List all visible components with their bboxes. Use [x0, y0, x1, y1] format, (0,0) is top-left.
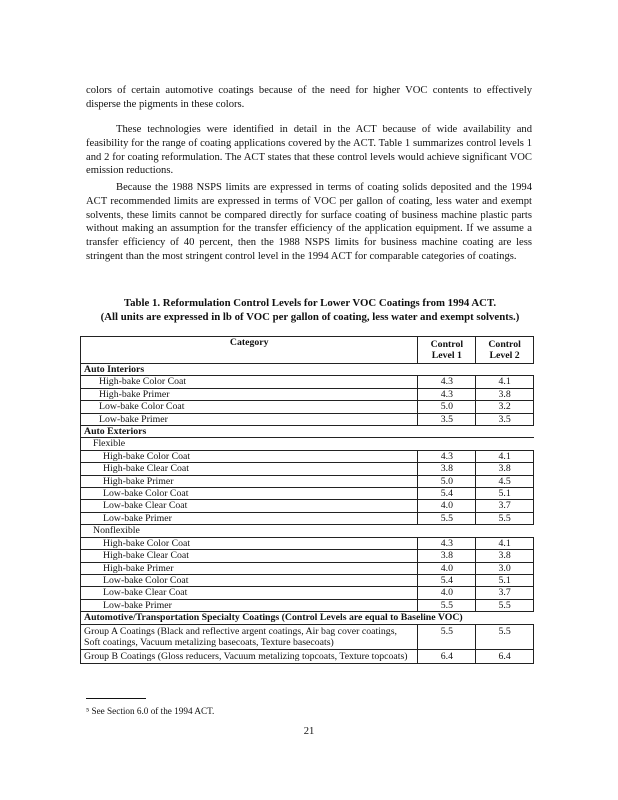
row-control-level-2: 4.5 — [476, 475, 534, 487]
row-control-level-2: 3.2 — [476, 401, 534, 413]
table-row — [81, 624, 534, 649]
row-control-level-1: 3.8 — [418, 550, 476, 562]
table-row — [81, 364, 534, 376]
row-category: High-bake Clear Coat — [81, 550, 418, 562]
row-category: High-bake Color Coat — [81, 450, 418, 462]
row-control-level-1: 5.0 — [418, 401, 476, 413]
row-control-level-2: 3.8 — [476, 550, 534, 562]
row-control-level-2: 3.8 — [476, 388, 534, 400]
table-row — [81, 612, 534, 624]
table-row — [81, 388, 534, 400]
table-row — [81, 562, 534, 574]
row-control-level-1: 5.5 — [418, 512, 476, 524]
header-control-level-2: Control Level 2 — [476, 337, 534, 364]
table-body — [81, 364, 534, 664]
row-category: Nonflexible — [81, 525, 418, 537]
table-row — [81, 401, 534, 413]
row-category: High-bake Primer — [81, 562, 418, 574]
row-category: Automotive/Transportation Specialty Coatings (Control Levels are equal to Baseline VOC) — [81, 612, 534, 624]
table-row — [81, 599, 534, 611]
row-control-level-2: 5.5 — [476, 599, 534, 611]
row-control-level-1: 4.3 — [418, 376, 476, 388]
row-category: Low-bake Clear Coat — [81, 500, 418, 512]
row-control-level-1: 4.3 — [418, 450, 476, 462]
table-row — [81, 475, 534, 487]
table-row — [81, 649, 534, 663]
row-control-level-1: 4.0 — [418, 562, 476, 574]
header-control-level-1: Control Level 1 — [418, 337, 476, 364]
paragraph-2: These technologies were identified in detail in the ACT because of wide availability and feasibility for the range of coating applications covered by the ACT. Table 1 summarizes control levels 1 and 2 for coating reformulation. The ACT states that these control levels would achieve significant VOC emission reductions. — [86, 124, 532, 177]
reformulation-control-table — [80, 336, 534, 664]
row-category: High-bake Color Coat — [81, 537, 418, 549]
row-control-level-1: 6.4 — [418, 649, 476, 663]
page-number: 21 — [303, 726, 315, 737]
row-category: Flexible — [81, 438, 418, 450]
row-control-level-2: 5.5 — [476, 624, 534, 649]
table-row — [81, 500, 534, 512]
row-control-level-1: 4.3 — [418, 537, 476, 549]
row-control-level-2: 4.1 — [476, 450, 534, 462]
row-control-level-2 — [476, 426, 534, 438]
row-category: Auto Exteriors — [81, 426, 418, 438]
table-row — [81, 426, 534, 438]
row-category: Low-bake Primer — [81, 599, 418, 611]
row-category: High-bake Primer — [81, 388, 418, 400]
row-control-level-1: 5.5 — [418, 599, 476, 611]
row-control-level-1 — [418, 426, 476, 438]
table-row — [81, 438, 534, 450]
row-control-level-2 — [476, 525, 534, 537]
row-control-level-2: 6.4 — [476, 649, 534, 663]
row-category: High-bake Primer — [81, 475, 418, 487]
row-control-level-2 — [476, 364, 534, 376]
table-caption — [70, 296, 550, 324]
row-category: Low-bake Clear Coat — [81, 587, 418, 599]
footnote: ⁵ See Section 6.0 of the 1994 ACT. — [86, 706, 215, 716]
row-control-level-1: 5.4 — [418, 574, 476, 586]
row-control-level-2: 3.0 — [476, 562, 534, 574]
row-control-level-2 — [476, 438, 534, 450]
row-control-level-1 — [418, 364, 476, 376]
row-category: Group A Coatings (Black and reflective argent coatings, Air bag cover coatings, Soft coatings, Vacuum metalizing basecoats, Texture basecoats) — [81, 624, 418, 649]
row-control-level-1: 3.8 — [418, 463, 476, 475]
row-control-level-1: 4.0 — [418, 587, 476, 599]
row-category: Group B Coatings (Gloss reducers, Vacuum metalizing topcoats, Texture topcoats) — [81, 649, 418, 663]
row-control-level-2: 5.1 — [476, 574, 534, 586]
row-control-level-2: 3.7 — [476, 500, 534, 512]
row-category: Low-bake Primer — [81, 413, 418, 425]
row-category: Low-bake Primer — [81, 512, 418, 524]
row-control-level-1: 5.0 — [418, 475, 476, 487]
row-control-level-2: 3.7 — [476, 587, 534, 599]
table-caption-title: Table 1. Reformulation Control Levels for Lower VOC Coatings from 1994 ACT. — [123, 297, 497, 309]
paragraph-3: Because the 1988 NSPS limits are expressed in terms of coating solids deposited and the 1994 ACT recommended limits are expressed in terms of VOC per gallon of coating, less water and exempt solvents, these limits cannot be compared directly for surface coating of business machine plastic parts without making an assumption for the transfer efficiency of the application equipment. If we assume a transfer efficiency of 40 percent, then the 1988 NSPS limits for business machine coating are less stringent than the most stringent control level in the 1994 ACT for comparable categories of coatings. — [86, 182, 532, 262]
row-category: High-bake Clear Coat — [81, 463, 418, 475]
table-row — [81, 463, 534, 475]
row-control-level-2: 4.1 — [476, 376, 534, 388]
row-control-level-1: 5.4 — [418, 488, 476, 500]
table-row — [81, 488, 534, 500]
table-row — [81, 376, 534, 388]
row-category: High-bake Color Coat — [81, 376, 418, 388]
row-control-level-1 — [418, 438, 476, 450]
table-row — [81, 550, 534, 562]
table-header-row — [81, 337, 534, 364]
row-category: Low-bake Color Coat — [81, 488, 418, 500]
row-control-level-2: 5.1 — [476, 488, 534, 500]
table-caption-units: (All units are expressed in lb of VOC per gallon of coating, less water and exempt solvents.) — [100, 311, 520, 323]
row-control-level-1 — [418, 525, 476, 537]
table-row — [81, 512, 534, 524]
row-control-level-1: 4.0 — [418, 500, 476, 512]
row-control-level-1: 3.5 — [418, 413, 476, 425]
paragraph-1: colors of certain automotive coatings because of the need for higher VOC contents to effectively disperse the pigments in these colors. — [86, 85, 532, 110]
row-control-level-2: 3.5 — [476, 413, 534, 425]
footnote-rule — [86, 698, 146, 699]
table-row — [81, 413, 534, 425]
row-control-level-1: 4.3 — [418, 388, 476, 400]
row-category: Auto Interiors — [81, 364, 418, 376]
row-control-level-1: 5.5 — [418, 624, 476, 649]
table-row — [81, 537, 534, 549]
table-row — [81, 587, 534, 599]
table-row — [81, 525, 534, 537]
table-row — [81, 574, 534, 586]
header-category: Category — [81, 337, 418, 364]
row-control-level-2: 4.1 — [476, 537, 534, 549]
table-row — [81, 450, 534, 462]
row-control-level-2: 5.5 — [476, 512, 534, 524]
row-category: Low-bake Color Coat — [81, 574, 418, 586]
row-category: Low-bake Color Coat — [81, 401, 418, 413]
row-control-level-2: 3.8 — [476, 463, 534, 475]
